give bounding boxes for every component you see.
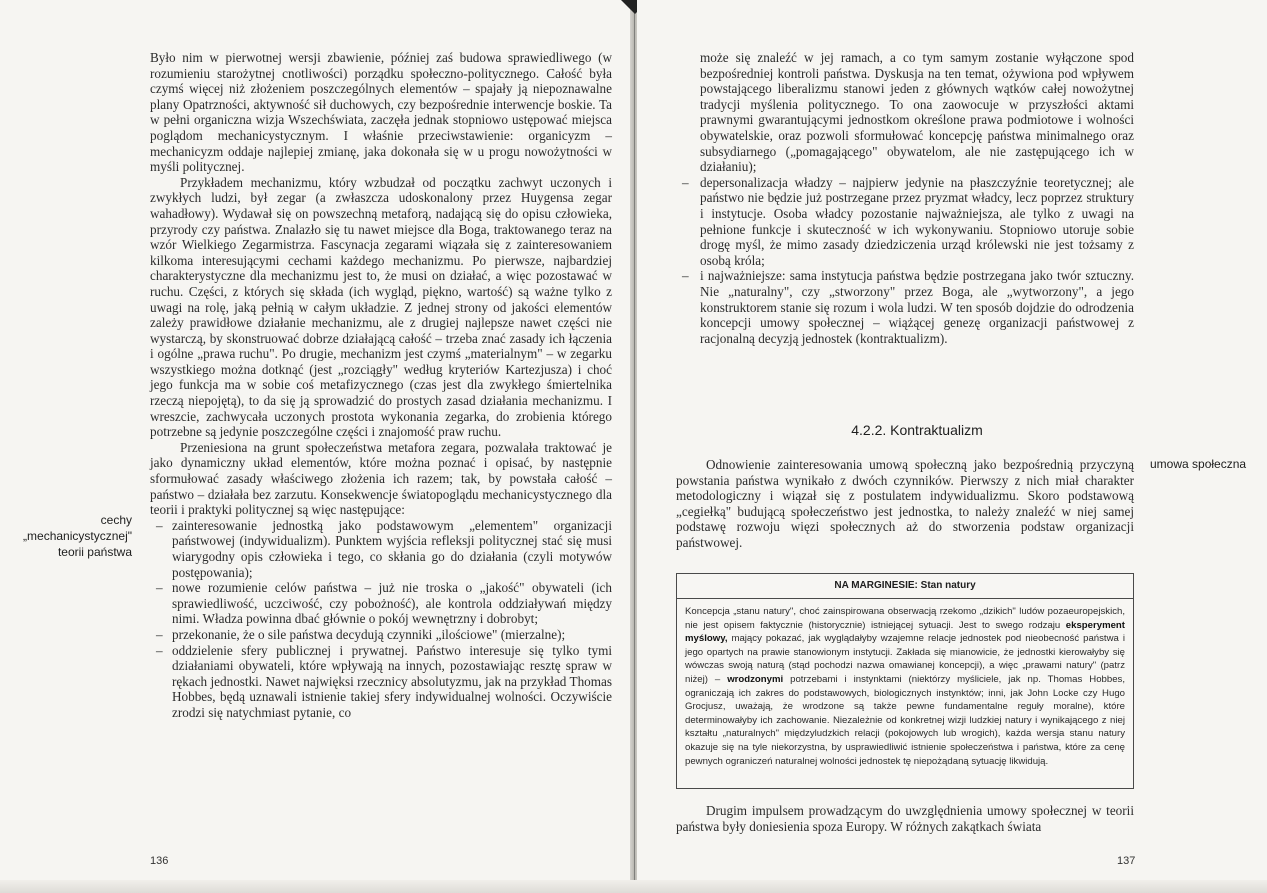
section-heading: 4.2.2. Kontraktualizm [851, 422, 983, 438]
box-text-part: mający pokazać, jak wyglądałyby wzajemne relacje jednostek pod nieobecność państwa i jego opartych na prawie stanowionym instytucji. Zakłada się mianowicie, że jednostki kierowałyby się wówczas swoją naturą (stąd pochodzi nazwa omawianej koncepcji), a więc „prawami natury" (patrz niżej) – [685, 633, 1125, 685]
paragraph: Przeniesiona na grunt społeczeństwa metafora zegara, pozwalała traktować je jako dynamiczny układ elementów, które można poznać i opisać, by następnie sformułować zasady właściwego złożenia ich razem; tak, by powstała całość – państwo – działała bez zarzutu. Konsekwencje światopoglądu mechanicystycznego dla teorii i praktyki politycznej są więc następujące: [150, 439, 612, 518]
left-page [0, 0, 632, 893]
bullet-item: – oddzielenie sfery publicznej i prywatnej. Państwo interesuje się tylko tymi działaniami obywateli, które wpływają na innych, pozostawiając resztę spraw w rękach jednostki. Nawet najwięksi rzecznicy absolutyzmu, jak na przykład Thomas Hobbes, będą uznawali istnienie takiej sfery indywidualnej wolności. Oczywiście zrodzi się natychmiast pytanie, co [150, 643, 612, 721]
section-text [676, 457, 1134, 551]
box-emphasis: eksperyment myślowy, [685, 619, 1125, 645]
page-number: 137 [1117, 855, 1136, 867]
bullet-item: – nowe rozumienie celów państwa – już nie troska o „jakość" obywateli (ich sprawiedliwość, uczciwość, czy pobożność), ale kontrola oddziaływań między nimi. Władza powinna dbać głównie o pokój wewnętrzny i dobrobyt; [150, 580, 612, 627]
box-text [685, 605, 1125, 768]
paragraph: Przykładem mechanizmu, który wzbudzał od początku zachwyt uczonych i zwykłych ludzi, był zegar (a zwłaszcza udoskonalony przez Huygensa zegar wahadłowy). Wydawał się on powszechną metaforą, nadającą się do opisu człowieka, przyrody czy państwa. Znalazło się tu nawet miejsce dla Boga, traktowanego teraz na wzór Wielkiego Zegarmistrza. Fascynacja zegarami wiązała się z zainteresowaniem kilkoma interesującymi cechami każdego mechanizmu. Po pierwsze, najbardziej charakterystyczne dla mechanizmu jest to, że musi on działać, a więc pozostawać w ruchu. Części, z których się składa (ich wygląd, piękno, wartość) są ważne tylko z uwagi na rolę, jaką pełnią w całym układzie. Z jednej strony od jakości elementów zależy prawidłowe działanie mechanizmu, ale z drugiej najlepsze nawet części nie wystarczą, by skonstruować dobrze działającą całość – trzeba znać zasady ich łączenia i ogólne „prawa ruchu". Po drugie, mechanizm jest czymś „materialnym" – w zegarku wszystkiego można dotknąć (jest „rozciągły" według kryteriów Kartezjusza) i choć jego funkcja ma w sobie coś metafizycznego (czas jest dla zwykłego śmiertelnika rzeczą niepojętą), to da się ją sprowadzić do prostych zasad działania mechanizmu. I wreszcie, zachwycała uczonych prostota wykonania zegarka, do zrobienia którego potrzebne są jedynie poszczególne części i znajomość praw ruchu. [150, 174, 612, 440]
paragraph: Odnowienie zainteresowania umową społeczną jako bezpośrednią przyczyną powstania państwa wynikało z dwóch czynników. Pierwszy z nich miał charakter metodologiczny i wiązał się z postulatem indywidualizmu. Skoro podstawową „cegiełką" budującą społeczeństwo jest jednostka, to należy znaleźć w niej samej podstawę rozwoju więzi społecznych aż do stworzenia podstaw organizacji państwowej. [676, 457, 1134, 550]
bullet-item: – zainteresowanie jednostką jako podstawowym „elementem" organizacji państwowej (indywidualizm). Punktem wyjścia refleksji politycznej stać się musi wiarygodny opis człowieka i tego, co skłania go do działania (czyli motywów postępowania); [150, 518, 612, 580]
paragraph: Drugim impulsem prowadzącym do uwzględnienia umowy społecznej w teorii państwa były doniesienia spoza Europy. W różnych zakątkach świata [676, 803, 1134, 834]
paragraph: może się znaleźć w jej ramach, a co tym samym zostanie wyłączone spod bezpośredniej kontroli państwa. Dyskusja na ten temat, ożywiona pod wpływem powstającego liberalizmu stanowi jeden z głównych wątków całej nowożytnej tradycji myślenia politycznego. To ona zaowocuje w przyszłości aktami prawnymi gwarantującymi jednostkom określone prawa podmiotowe i wolności obywatelskie, oraz pozwoli sformułować koncepcję państwa minimalnego oraz subsydiarnego („pomagającego" obywatelom, ale nie zastępującego ich w działaniu); [700, 50, 1134, 175]
page-number: 136 [150, 855, 169, 867]
margin-note: cechy „mechanicystycznej" teorii państwa [23, 513, 132, 559]
box-text-part: potrzebami i instynktami (niektórzy myśliciele, jak np. Thomas Hobbes, ograniczają ich zakres do podstawowych, biologicznych instynktów; inni, jak John Locke czy Hugo Grocjusz, uważają, że wrodzone są także pewne fundamentalne reguły moralne), które determinowałyby ich zachowanie. Niezależnie od konkretnej wizji ludzkiej natury i wynikającego z niej kształtu „naturalnych" międzyludzkich relacji (pokojowych lub wrogich), każda wersja stanu natury okazuje się na tyle niekorzystna, by usprawiedliwić istnienie społeczeństwa i państwa, które za cenę pewnych ograniczeń naturalnej wolności jednostek tę niepożądaną sytuację likwidują. [685, 673, 1125, 767]
margin-note: umowa społeczna [1150, 457, 1247, 471]
bullet-item: – depersonalizacja władzy – najpierw jedynie na płaszczyźnie teoretycznej; ale państwo nie będzie już postrzegane przez pryzmat władcy, lecz poprzez struktury i instytucje. Osoba władcy pozostanie najważniejsza, ale tylko z uwagi na pełnione funkcje i skuteczność w ich wykonywaniu. Stopniowo utoruje sobie drogę myśl, że mimo zasady dziedziczenia urząd królewski nie jest tożsamy z osobą króla; [700, 175, 1134, 269]
page-edge [0, 880, 1267, 893]
box-text-part: Koncepcja „stanu natury", choć zainspirowana obserwacją rzekomo „dzikich" ludów pozaeuropejskich, nie jest opisem faktycznie (historycznie) istniejącej sytuacji. Jest to swego rodzaju [685, 606, 1125, 631]
right-page-text [700, 50, 1134, 346]
box-title: NA MARGINESIE: Stan natury [677, 574, 1133, 599]
left-page-text [150, 50, 612, 721]
bullet-item: – przekonanie, że o sile państwa decydują czynniki „ilościowe" (mierzalne); [150, 627, 612, 643]
paragraph: Było nim w pierwotnej wersji zbawienie, później zaś budowa sprawiedliwego (w rozumieniu starożytnej cnotliwości) porządku społeczno-politycznego. Całość była czymś więcej niż złożeniem poszczególnych elementów – spajały ją niepoznawalne plany Opatrzności, aktywność sił duchowych, czy bezpośrednie interwencje boskie. Ta w pełni organiczna wizja Wszechświata, zaczęła jednak stopniowo ustępować miejsca poglądom mechanicystycznym. I właśnie przeciwstawienie: organicyzm – mechanicyzm oddaje najlepiej zmianę, jaka dokonała się w u progu nowożytności w myśli politycznej. [150, 50, 612, 175]
box-emphasis: wrodzonymi [727, 673, 784, 685]
bullet-item: – i najważniejsze: sama instytucja państwa będzie postrzegana jako twór sztuczny. Nie „naturalny", czy „stworzony" przez Boga, ale „wytworzony", a jego konstruktorem stanie się rozum i wola ludzi. W ten sposób dojdzie do odrodzenia koncepcji umowy społecznej – wiążącej genezę organizacji państwowej z racjonalną decyzją jednostek (kontraktualizm). [700, 268, 1134, 346]
bullet-list [700, 175, 1134, 347]
closing-text [676, 803, 1134, 834]
sidebar-box [676, 573, 1134, 789]
bullet-list [150, 518, 612, 721]
